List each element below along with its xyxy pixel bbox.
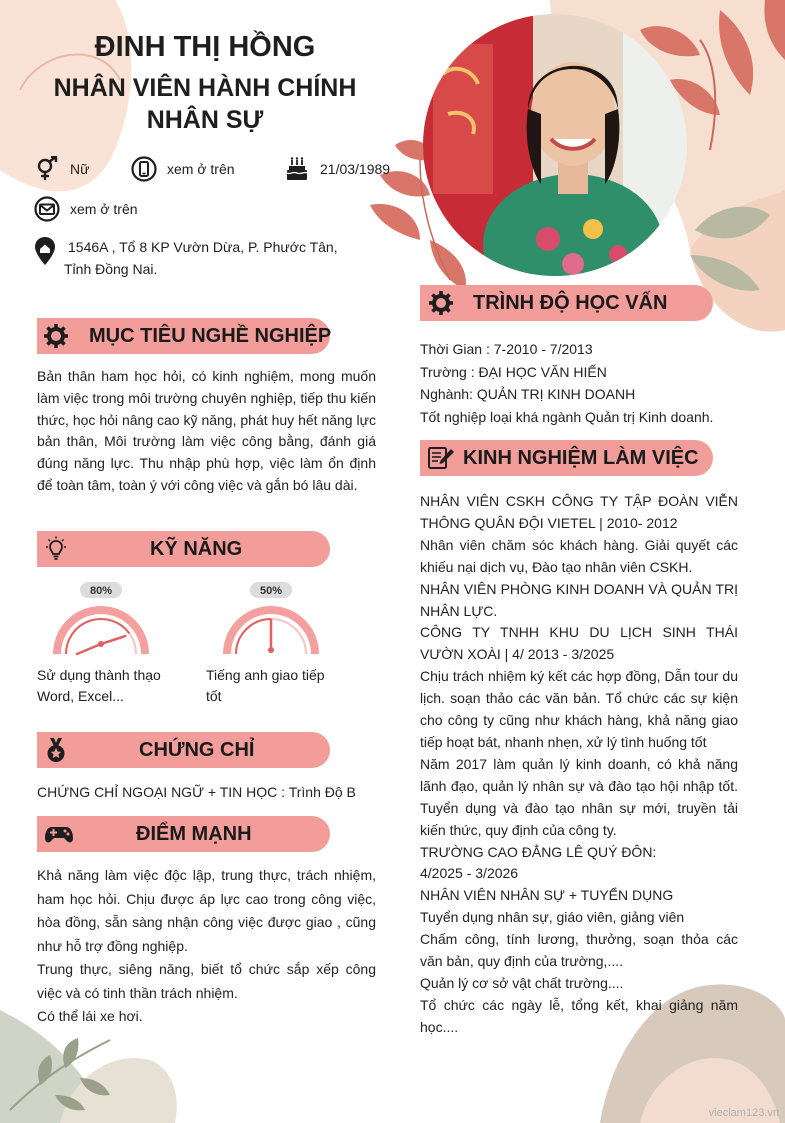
- skill-gauge-1: [49, 580, 153, 656]
- location-pin-icon: [34, 236, 56, 262]
- gauge-percent: 80%: [89, 585, 113, 597]
- certificates-heading: [37, 732, 330, 768]
- candidate-name: ĐINH THỊ HỒNG: [94, 31, 316, 63]
- email-info: [34, 196, 138, 222]
- mail-icon: [34, 196, 60, 222]
- address-line1: 1546A , Tổ 8 KP Vườn Dừa, P. Phước Tân,: [68, 239, 338, 255]
- job-title-line1: NHÂN VIÊN HÀNH CHÍNH: [53, 74, 357, 102]
- gauge-needle-base: [77, 644, 101, 654]
- certificates-heading-text: CHỨNG CHỈ: [139, 738, 255, 761]
- education-time: Thời Gian : 7-2010 - 7/2013: [420, 341, 593, 357]
- address-line2: Tỉnh Đồng Nai.: [64, 261, 158, 277]
- education-heading: [420, 285, 713, 321]
- experience-line: Tổ chức các ngày lễ, tổng kết, khai giảng năm học....: [420, 996, 738, 1035]
- gamepad-icon: [43, 821, 75, 847]
- skills-heading: [37, 531, 330, 567]
- gauge-needle: [101, 636, 125, 644]
- watermark: vieclam123.vn: [708, 1107, 779, 1119]
- education-result: Tốt nghiệp loại khá ngành Quản trị Kinh doanh.: [420, 408, 714, 425]
- experience-line: CÔNG TY TNHH KHU DU LỊCH SINH THÁI VƯỜN XOÀI | 4/ 2013 - 3/2025: [420, 624, 738, 663]
- education-major: Nghành: QUẢN TRỊ KINH DOANH: [420, 386, 636, 403]
- gender-value: Nữ: [70, 161, 90, 177]
- document-pen-icon: [426, 445, 456, 471]
- gender-info: [34, 156, 89, 182]
- birthday-info: [284, 156, 390, 182]
- certificates-text: CHỨNG CHỈ NGOẠI NGỮ + TIN HỌC : Trình Độ B: [37, 784, 356, 800]
- skill-label-2-line2: tốt: [206, 688, 222, 704]
- experience-line: NHÂN VIÊN CSKH CÔNG TY TẬP ĐOÀN VIỄN THÔNG QUÂN ĐỘI VIETEL | 2010- 2012: [420, 493, 738, 531]
- experience-line: Nhân viên chăm sóc khách hàng. Giải quyết các khiếu nại dịch vụ, Đào tạo nhân viên CSKH.: [420, 536, 738, 575]
- experience-line: 4/2025 - 3/2026: [420, 865, 519, 882]
- strengths-para3: Có thể lái xe hơi.: [37, 1008, 143, 1024]
- gear-icon: [43, 323, 69, 349]
- education-heading-text: TRÌNH ĐỘ HỌC VẤN: [473, 291, 668, 314]
- experience-heading-text: KINH NGHIỆM LÀM VIỆC: [463, 446, 699, 469]
- job-title: [40, 72, 370, 136]
- phone-value: xem ở trên: [167, 161, 235, 177]
- strengths-text: [37, 864, 376, 1029]
- skill-label-2-line1: Tiếng anh giao tiếp: [206, 667, 325, 683]
- experience-line: Chấm công, tính lương, thưởng, soạn thỏa các văn bản, quy định của trường,....: [420, 931, 738, 970]
- strengths-heading: [37, 816, 330, 852]
- experience-heading: [420, 440, 713, 476]
- experience-line: NHÂN VIÊN PHÒNG KINH DOANH VÀ QUẢN TRỊ NHÂN LỰC.: [420, 580, 738, 619]
- objective-heading: [37, 318, 330, 354]
- phone-info: [131, 156, 235, 182]
- skill-label-1-line1: Sử dụng thành thạo: [37, 667, 161, 683]
- gender-icon: [34, 156, 60, 182]
- objective-heading-text: MỤC TIÊU NGHỀ NGHIỆP: [89, 324, 332, 347]
- skill-gauge-2: [219, 580, 323, 656]
- experience-line: Quản lý cơ sở vật chất trường....: [420, 974, 624, 991]
- education-school: Trường : ĐẠI HỌC VĂN HIẾN: [420, 363, 607, 380]
- experience-text: [420, 491, 738, 1039]
- skill-label-1: [37, 665, 161, 707]
- skill-label-2: [206, 665, 325, 707]
- experience-line: Chịu trách nhiệm ký kết các hợp đồng, Dẫn tour du lịch. soạn thảo các văn bản. Tổ chức các sự kiện cho công ty cũng như khách hàng, khả năng giao tiếp hoạt bát, nhanh nhẹn, xử lý tình huống tốt: [420, 668, 738, 750]
- strengths-para1: Khả năng làm việc độc lập, trung thực, trách nhiệm, ham học hỏi. Chịu được áp lực cao trong công việc, hòa đồng, sẵn sàng nhận công việc được giao , cũng như hỗ trợ đồng nghiệp.: [37, 867, 376, 954]
- experience-line: Tuyển dụng nhân sự, giáo viên, giảng viên: [420, 909, 685, 926]
- skills-heading-text: KỸ NĂNG: [150, 537, 243, 560]
- job-title-line2: NHÂN SỰ: [146, 106, 264, 134]
- medal-icon: [43, 737, 69, 763]
- gauge-percent: 50%: [259, 585, 283, 597]
- email-value: xem ở trên: [70, 201, 138, 217]
- skill-label-1-line2: Word, Excel...: [37, 688, 124, 704]
- phone-icon: [131, 156, 157, 182]
- profile-photo: [423, 14, 687, 276]
- experience-line: NHÂN VIÊN NHÂN SỰ + TUYỂN DỤNG: [420, 887, 674, 904]
- education-text: [420, 338, 740, 428]
- address-info: [34, 236, 338, 280]
- experience-line: Năm 2017 làm quản lý kinh doanh, có khả năng lãnh đạo, quản lý nhân sự và đào tạo hội nhập tốt. Tuyển dụng và đào tạo nhân sự mới, truyền tải kiến thức, quy định của công ty.: [420, 755, 738, 838]
- cake-icon: [284, 156, 310, 182]
- gauge-fill: [66, 619, 129, 654]
- experience-line: TRƯỜNG CAO ĐẲNG LÊ QUÝ ĐÔN:: [420, 843, 657, 860]
- birthday-value: 21/03/1989: [320, 161, 391, 177]
- strengths-para2: Trung thực, siêng năng, biết tổ chức sắp xếp công việc và có tinh thần trách nhiệm.: [37, 961, 376, 1001]
- gear-icon: [428, 290, 454, 316]
- lightbulb-icon: [43, 536, 69, 562]
- objective-text: Bản thân ham học hỏi, có kinh nghiệm, mong muốn làm việc trong môi trường chuyên nghiệp, tiếp thu kiến thức, học hỏi nâng cao kỹ năng, phát huy hết năng lực bản thân, Môi trường làm việc công bằng, đánh giá đúng năng lực. Thu nhập phù hợp, việc làm ổn định để toàn tâm, toàn ý với công việc và gắn bó lâu dài.: [37, 368, 376, 493]
- strengths-heading-text: ĐIỂM MẠNH: [136, 822, 252, 845]
